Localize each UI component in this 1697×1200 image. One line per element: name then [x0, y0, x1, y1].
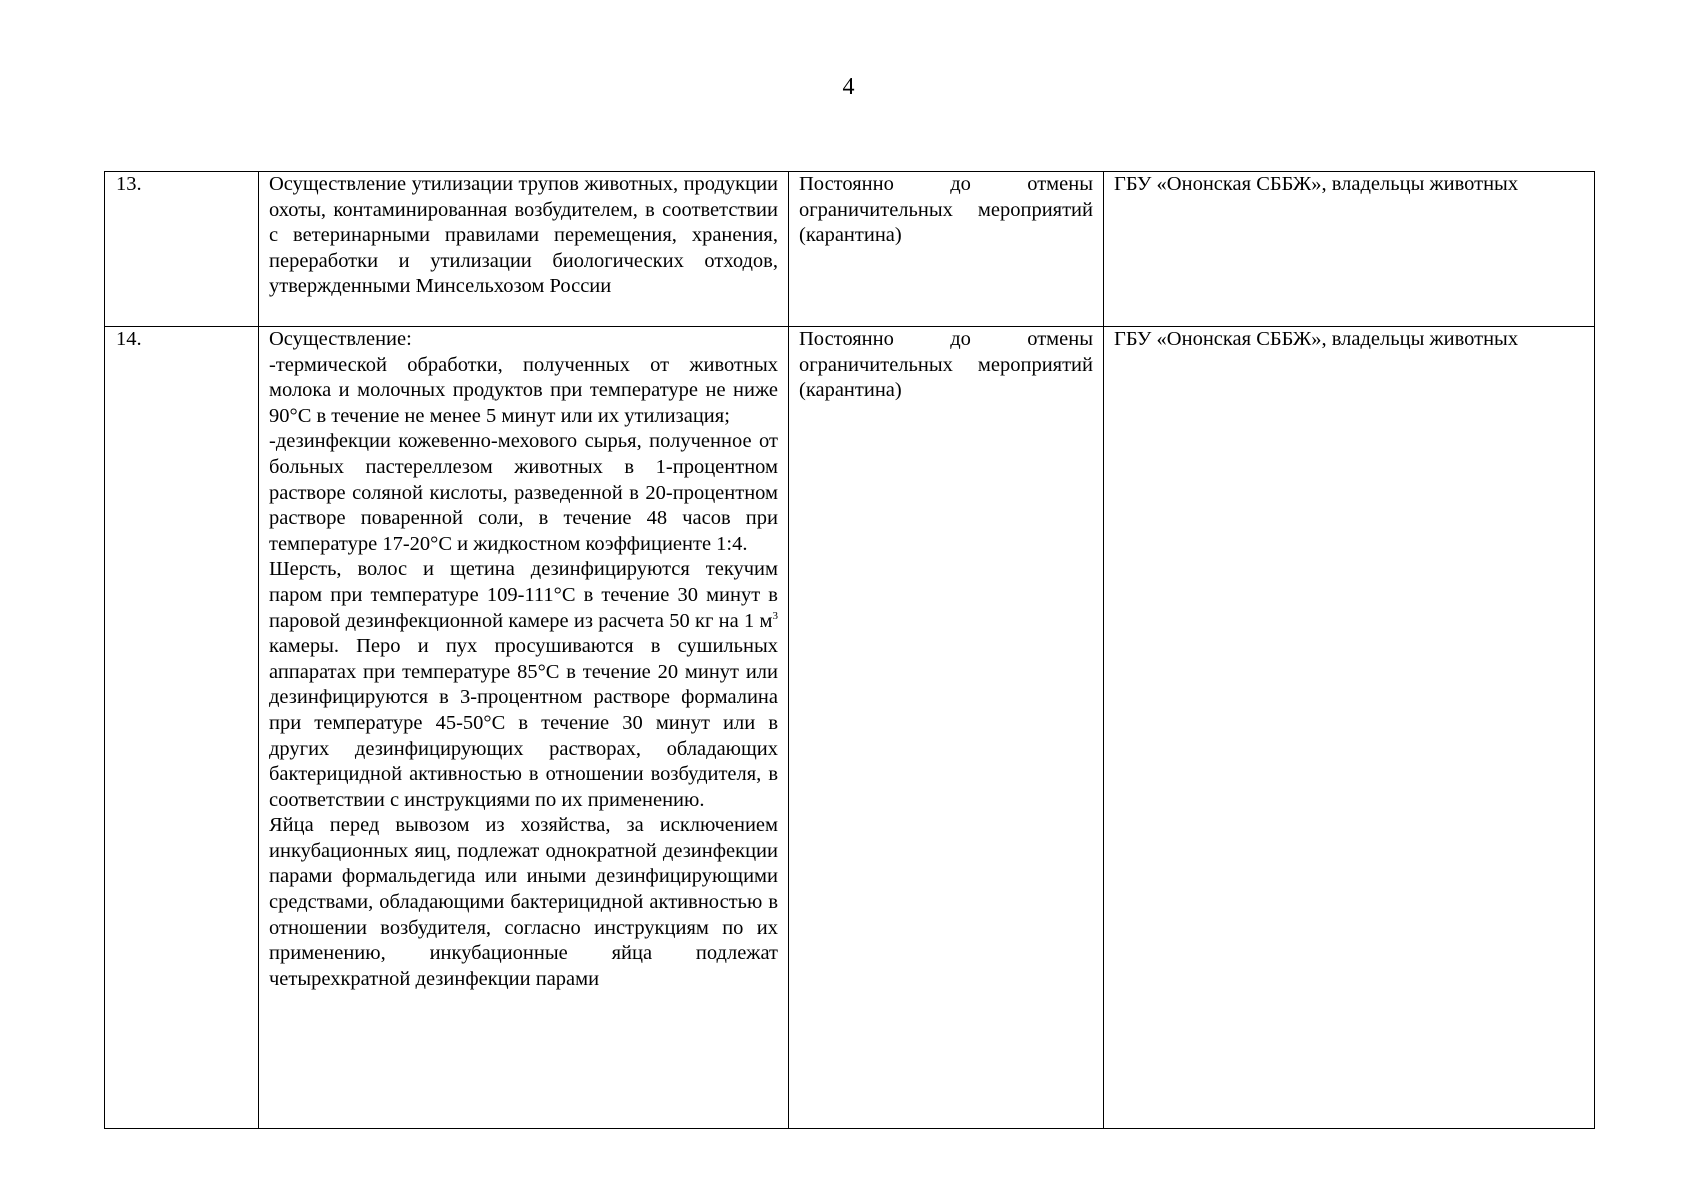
responsible-cell: ГБУ «Ононская СББЖ», владельцы животных	[1104, 327, 1595, 1129]
action-paragraph: -дезинфекции кожевенно-мехового сырья, полученное от больных пастереллезом животных в 1-процентном растворе соляной кислоты, разведенной в 20-процентном растворе поваренной соли, в течение 48 часов при температуре 17-20°С и жидкостном коэффициенте 1:4.	[269, 430, 778, 555]
action-paragraph	[269, 557, 778, 813]
action-text: Шерсть, волос и щетина дезинфицируются текучим паром при температуре 109-111°С в течение 30 минут в паровой дезинфекционной камере из расчета 50 кг на 1 м	[269, 558, 778, 632]
action-text: камеры. Перо и пух просушиваются в сушильных аппаратах при температуре 85°С в течение 20 минут или дезинфицируются в 3-процентном растворе формалина при температуре 45-50°С в течение 30 минут или в других дезинфицирующих растворах, обладающих бактерицидной активностью в отношении возбудителя, в соответствии с инструкциями по их применению.	[269, 635, 778, 811]
superscript: 3	[772, 609, 778, 622]
action-paragraph: -термической обработки, полученных от животных молока и молочных продуктов при температуре не ниже 90°С в течение не менее 5 минут или их утилизация;	[269, 353, 778, 427]
table-row	[105, 327, 1595, 1129]
measures-table	[104, 171, 1595, 1129]
action-cell	[259, 172, 789, 327]
page-number: 4	[842, 74, 855, 100]
term-cell: Постоянно до отмены ограничительных мероприятий (карантина)	[789, 327, 1104, 1129]
action-cell	[259, 327, 789, 1129]
table-row	[105, 172, 1595, 327]
action-paragraph: Яйца перед вывозом из хозяйства, за исключением инкубационных яиц, подлежат однократной дезинфекции парами формальдегида или иными дезинфицирующими средствами, обладающими бактерицидной активностью в отношении возбудителя, согласно инструкциям по их применению, инкубационные яйца подлежат четырехкратной дезинфекции парами	[269, 814, 778, 990]
action-paragraph: Осуществление:	[269, 328, 412, 350]
term-cell: Постоянно до отмены ограничительных мероприятий (карантина)	[789, 172, 1104, 327]
row-number: 14.	[105, 327, 259, 1129]
row-number: 13.	[105, 172, 259, 327]
responsible-cell: ГБУ «Ононская СББЖ», владельцы животных	[1104, 172, 1595, 327]
action-text: Осуществление утилизации трупов животных, продукции охоты, контаминированная возбудителем, в соответствии с ветеринарными правилами перемещения, хранения, переработки и утилизации биологических отходов, утвержденными Минсельхозом России	[269, 173, 778, 298]
